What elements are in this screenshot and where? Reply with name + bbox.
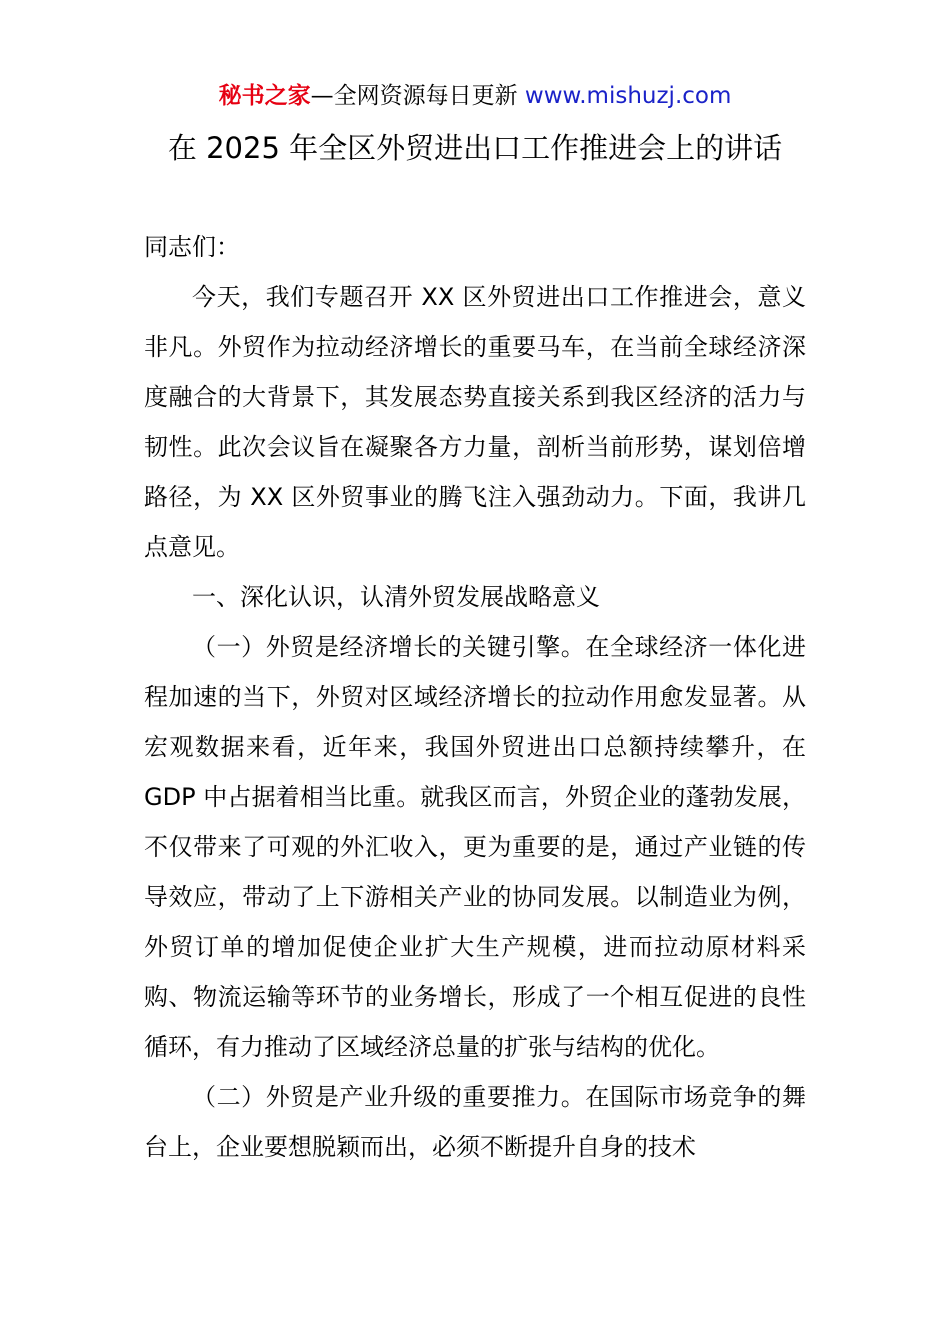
section-heading-1: 一、深化认识，认清外贸发展战略意义	[192, 583, 600, 611]
document-body	[144, 222, 806, 1172]
paragraph-subsection-2: （二）外贸是产业升级的重要推力。在国际市场竞争的舞台上，企业要想脱颖而出，必须不断提升自身的技术	[144, 1083, 806, 1161]
brand-name: 秘书之家	[218, 83, 311, 109]
paragraph-intro: 今天，我们专题召开 XX 区外贸进出口工作推进会，意义非凡。外贸作为拉动经济增长的重要马车，在当前全球经济深度融合的大背景下，其发展态势直接关系到我区经济的活力与韧性。此次会议旨在凝聚各方力量，剖析当前形势，谋划倍增路径，为 XX 区外贸事业的腾飞注入强劲动力。下面，我讲几点意见。	[144, 283, 806, 561]
paragraph-subsection-1: （一）外贸是经济增长的关键引擎。在全球经济一体化进程加速的当下，外贸对区域经济增长的拉动作用愈发显著。从宏观数据来看，近年来，我国外贸进出口总额持续攀升，在 GDP 中占据着相当比重。就我区而言，外贸企业的蓬勃发展，不仅带来了可观的外汇收入，更为重要的是，通过产业链的传导效应，带动了上下游相关产业的协同发展。以制造业为例，外贸订单的增加促使企业扩大生产规模，进而拉动原材料采购、物流运输等环节的业务增长，形成了一个相互促进的良性循环，有力推动了区域经济总量的扩张与结构的优化。	[144, 633, 806, 1061]
site-slogan: —全网资源每日更新	[310, 83, 518, 109]
site-header	[0, 78, 950, 114]
site-url-link[interactable]: www.mishuzj.com	[524, 83, 732, 109]
salutation: 同志们：	[144, 233, 240, 261]
document-title: 在 2025 年全区外贸进出口工作推进会上的讲话	[167, 131, 783, 165]
